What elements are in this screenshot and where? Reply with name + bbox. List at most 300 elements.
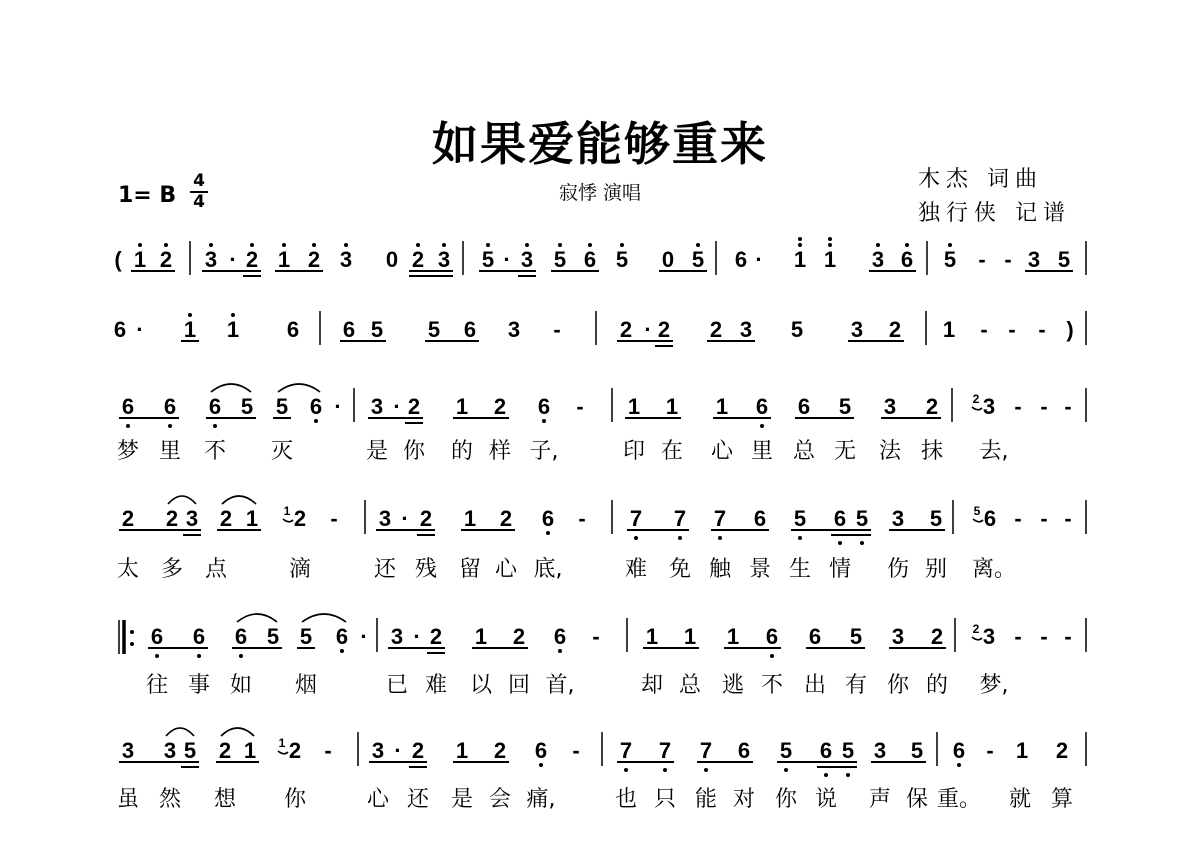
lyric-syllable: 里: [158, 439, 182, 464]
row5-note: 2: [930, 624, 944, 649]
lyric-syllable: 不: [760, 673, 784, 698]
lyric-syllable: 心: [366, 787, 390, 812]
row1-note: 2: [245, 247, 259, 272]
row2-note: 5: [427, 317, 441, 342]
lyric-syllable: 别: [924, 557, 948, 582]
row6-note: 2: [218, 738, 232, 763]
octave-dot-below: [624, 768, 628, 772]
lyric-syllable: 太: [116, 557, 140, 582]
lyric-syllable: 你: [886, 673, 910, 698]
grace-hook: [972, 407, 982, 410]
row1-note: 3: [339, 247, 353, 272]
row4-note: -: [1040, 506, 1048, 531]
lyric-syllable: 重。: [936, 787, 982, 812]
row1-note: ·: [503, 247, 511, 272]
octave-dot-above: [558, 243, 562, 247]
octave-dot-above: [442, 243, 446, 247]
row6-note: 3: [121, 738, 135, 763]
row1-note: 5: [943, 247, 957, 272]
row1-note: 6: [734, 247, 748, 272]
lyric-syllable: 说: [814, 787, 838, 812]
octave-dot-above: [588, 243, 592, 247]
row6-note: 5: [841, 738, 855, 763]
row3-note: 3: [370, 394, 384, 419]
lyric-syllable: 你: [774, 787, 798, 812]
octave-dot-above: [905, 243, 909, 247]
row2-note: 1: [942, 317, 956, 342]
lyric-syllable: 免: [668, 557, 692, 582]
row1-note: 0: [385, 247, 399, 272]
row3-note: -: [1064, 394, 1072, 419]
composer-credit: 木杰 词曲: [918, 167, 1043, 192]
row3-note: 6: [309, 394, 323, 419]
row6-note: 2: [493, 738, 507, 763]
octave-dot-above: [282, 243, 286, 247]
lyric-syllable: 然: [158, 787, 182, 812]
row1-note: 1: [823, 247, 837, 272]
row6-note: 7: [658, 738, 672, 763]
row2-note: 3: [850, 317, 864, 342]
row5-note: -: [1064, 624, 1072, 649]
lyric-syllable: 样: [488, 439, 512, 464]
row4-note: 1: [463, 506, 477, 531]
row2-note: 3: [507, 317, 521, 342]
octave-dot-above: [188, 313, 192, 317]
row5-note: 2: [512, 624, 526, 649]
row2-note: -: [980, 317, 988, 342]
octave-dot-below: [546, 531, 550, 535]
row4-note: -: [330, 506, 338, 531]
octave-dot-below: [860, 541, 864, 545]
octave-dot-below: [846, 773, 850, 777]
octave-dot-below: [718, 536, 722, 540]
octave-dot-above: [948, 243, 952, 247]
octave-dot-below: [155, 654, 159, 658]
key-signature: 1= B: [118, 183, 177, 208]
row5-note: ·: [413, 624, 421, 649]
row1-note: 2: [307, 247, 321, 272]
octave-dot-below: [213, 424, 217, 428]
row4-note: 3: [378, 506, 392, 531]
row5-note: 3: [891, 624, 905, 649]
lyric-syllable: 离。: [971, 557, 1017, 582]
row4-note: 6: [983, 506, 997, 531]
row2-note: 6: [463, 317, 477, 342]
lyric-syllable: 无: [833, 439, 857, 464]
row4-note: 5: [929, 506, 943, 531]
octave-dot-above: [250, 243, 254, 247]
row4-note: 3: [891, 506, 905, 531]
octave-dot-below: [558, 649, 562, 653]
lyric-syllable: 算: [1050, 787, 1074, 812]
octave-dot-above: [525, 243, 529, 247]
row5-note: 6: [808, 624, 822, 649]
row4-note: 2: [165, 506, 179, 531]
octave-dot-below: [760, 424, 764, 428]
lyric-syllable: 印: [622, 439, 646, 464]
lyric-syllable: 里: [750, 439, 774, 464]
row5-note: 3: [390, 624, 404, 649]
row1-note: 3: [871, 247, 885, 272]
row6-note: 2: [1055, 738, 1069, 763]
row4-note: 5: [855, 506, 869, 531]
row1-note: 2: [411, 247, 425, 272]
row1-note: 0: [661, 247, 675, 272]
transcriber-credit: 独行侠 记谱: [918, 201, 1071, 226]
lyric-syllable: 出: [803, 673, 827, 698]
row5-note: -: [592, 624, 600, 649]
lyric-syllable: 心: [710, 439, 734, 464]
row5-note: -: [1040, 624, 1048, 649]
lyric-syllable: 去,: [979, 439, 1009, 464]
row6-note: -: [986, 738, 994, 763]
octave-dot-above: [138, 243, 142, 247]
row6-note: 1: [1015, 738, 1029, 763]
row2-note: ·: [136, 317, 144, 342]
slur-arc: [302, 614, 346, 622]
row3-note: -: [576, 394, 584, 419]
lyric-syllable: 情: [828, 557, 852, 582]
row2-note: 6: [113, 317, 127, 342]
slur-arc: [221, 728, 254, 736]
row3-note: 6: [537, 394, 551, 419]
octave-dot-below: [126, 424, 130, 428]
slur-arc: [168, 496, 196, 504]
lyric-syllable: 只: [653, 787, 677, 812]
lyric-syllable: 心: [494, 557, 518, 582]
row2-note: 2: [619, 317, 633, 342]
row6-note: 1: [243, 738, 257, 763]
row4-note: 7: [713, 506, 727, 531]
row4-note: 2: [499, 506, 513, 531]
slur-arc: [211, 384, 251, 392]
row2-note: ·: [644, 317, 652, 342]
lyric-syllable: 会: [488, 787, 512, 812]
row3-note: 2: [407, 394, 421, 419]
octave-dot-above: [164, 243, 168, 247]
row4-note: 6: [753, 506, 767, 531]
row6-note: -: [572, 738, 580, 763]
row3-note: 5: [838, 394, 852, 419]
octave-dot-below: [340, 649, 344, 653]
row3-note: 3: [883, 394, 897, 419]
lyric-syllable: 你: [283, 787, 307, 812]
row2-note: 5: [790, 317, 804, 342]
octave-dot-below: [542, 419, 546, 423]
row5-note: 6: [192, 624, 206, 649]
row1-note: 1: [133, 247, 147, 272]
row3-note: 6: [163, 394, 177, 419]
row5-note: 5: [849, 624, 863, 649]
row1-note: 5: [481, 247, 495, 272]
octave-dot-below: [539, 763, 543, 767]
row4-note: 1: [245, 506, 259, 531]
repeat-dot: [130, 642, 134, 646]
grace-hook: [972, 637, 982, 640]
lyric-syllable: 逃: [721, 673, 745, 698]
row1-note: 5: [691, 247, 705, 272]
lyric-syllable: 伤: [886, 557, 910, 582]
octave-dot-below: [634, 536, 638, 540]
lyric-syllable: 却: [640, 673, 664, 698]
row3-note: 1: [627, 394, 641, 419]
row4-note: 6: [541, 506, 555, 531]
octave-dot-above: [312, 243, 316, 247]
row6-note: 6: [534, 738, 548, 763]
grace-hook: [973, 519, 983, 522]
lyric-syllable: 已: [385, 673, 409, 698]
row2-note: 2: [709, 317, 723, 342]
grace-note: 5: [973, 504, 981, 518]
octave-dot-above: [798, 237, 802, 241]
lyric-syllable: 保: [905, 787, 929, 812]
lyric-syllable: 还: [373, 557, 397, 582]
repeat-dot: [130, 630, 134, 634]
row6-note: 3: [163, 738, 177, 763]
row6-note: 5: [779, 738, 793, 763]
row6-note: 7: [699, 738, 713, 763]
row6-note: 5: [183, 738, 197, 763]
row4-note: 2: [293, 506, 307, 531]
octave-dot-below: [770, 654, 774, 658]
lyric-syllable: 灭: [270, 439, 294, 464]
lyric-syllable: 法: [878, 439, 902, 464]
row3-note: 2: [925, 394, 939, 419]
row6-note: 6: [737, 738, 751, 763]
row3-note: 6: [121, 394, 135, 419]
octave-dot-below: [784, 768, 788, 772]
lyric-syllable: 滴: [288, 557, 312, 582]
lyric-syllable: 也: [614, 787, 638, 812]
row2-note: -: [1038, 317, 1046, 342]
row6-note: 2: [288, 738, 302, 763]
octave-dot-below: [824, 773, 828, 777]
lyric-syllable: 声: [868, 787, 892, 812]
octave-dot-above: [828, 243, 832, 247]
lyric-syllable: 对: [732, 787, 756, 812]
lyric-syllable: 就: [1008, 787, 1032, 812]
lyric-syllable: 多: [160, 557, 184, 582]
lyric-syllable: 是: [450, 787, 474, 812]
row3-note: 6: [208, 394, 222, 419]
row4-note: 3: [185, 506, 199, 531]
row2-note: 6: [342, 317, 356, 342]
octave-dot-above: [231, 313, 235, 317]
row1-note: 6: [583, 247, 597, 272]
row2-note: 5: [370, 317, 384, 342]
lyric-syllable: 底,: [533, 557, 563, 582]
row4-note: -: [1064, 506, 1072, 531]
row1-note: -: [1004, 247, 1012, 272]
row2-note: 1: [226, 317, 240, 342]
row6-note: 3: [873, 738, 887, 763]
row6-note: 6: [952, 738, 966, 763]
lyric-syllable: 点: [204, 557, 228, 582]
row3-note: 1: [665, 394, 679, 419]
slur-arc: [166, 728, 194, 736]
row4-note: -: [578, 506, 586, 531]
row6-note: 3: [371, 738, 385, 763]
lyric-syllable: 梦: [116, 439, 140, 464]
lyric-syllable: 虽: [116, 787, 140, 812]
octave-dot-above: [344, 243, 348, 247]
row1-note: (: [114, 247, 122, 272]
row6-note: -: [324, 738, 332, 763]
row1-note: -: [978, 247, 986, 272]
row4-note: 2: [121, 506, 135, 531]
row5-note: 2: [429, 624, 443, 649]
lyric-syllable: 景: [748, 557, 772, 582]
grace-hook: [278, 751, 288, 754]
row6-note: 6: [819, 738, 833, 763]
lyric-syllable: 难: [624, 557, 648, 582]
lyric-syllable: 回: [507, 673, 531, 698]
row3-note: -: [1014, 394, 1022, 419]
time-signature-bottom: 4: [193, 192, 205, 212]
grace-note: 2: [972, 392, 980, 406]
row3-note: -: [1040, 394, 1048, 419]
row5-note: 3: [982, 624, 996, 649]
row2-note: 1: [183, 317, 197, 342]
octave-dot-above: [416, 243, 420, 247]
grace-hook: [283, 519, 293, 522]
lyric-syllable: 触: [708, 557, 732, 582]
row5-note: ·: [360, 624, 368, 649]
lyric-syllable: 你: [402, 439, 426, 464]
grace-note: 2: [972, 622, 980, 636]
row4-note: 5: [793, 506, 807, 531]
lyric-syllable: 如: [229, 673, 253, 698]
row4-note: 7: [629, 506, 643, 531]
octave-dot-below: [663, 768, 667, 772]
singer-credit: 寂悸 演唱: [558, 182, 642, 204]
octave-dot-below: [197, 654, 201, 658]
row3-note: ·: [393, 394, 401, 419]
octave-dot-above: [798, 243, 802, 247]
lyric-syllable: 还: [406, 787, 430, 812]
octave-dot-below: [239, 654, 243, 658]
lyric-syllable: 往: [145, 673, 169, 698]
lyric-syllable: 残: [414, 557, 438, 582]
row1-note: 3: [204, 247, 218, 272]
row5-note: 5: [299, 624, 313, 649]
time-signature-top: 4: [193, 171, 205, 191]
row2-note: -: [553, 317, 561, 342]
lyric-syllable: 以: [469, 673, 493, 698]
row5-note: 1: [726, 624, 740, 649]
row4-note: 6: [833, 506, 847, 531]
row3-note: 3: [982, 394, 996, 419]
row6-note: ·: [394, 738, 402, 763]
row2-note: ): [1066, 317, 1074, 342]
lyric-syllable: 子,: [529, 439, 559, 464]
row1-note: 3: [1027, 247, 1041, 272]
row2-note: 2: [657, 317, 671, 342]
row5-note: 5: [266, 624, 280, 649]
octave-dot-above: [486, 243, 490, 247]
octave-dot-above: [876, 243, 880, 247]
row3-note: 5: [240, 394, 254, 419]
octave-dot-below: [838, 541, 842, 545]
row2-note: 6: [286, 317, 300, 342]
octave-dot-below: [314, 419, 318, 423]
octave-dot-above: [209, 243, 213, 247]
lyric-syllable: 难: [424, 673, 448, 698]
row4-note: 2: [419, 506, 433, 531]
row2-note: -: [1008, 317, 1016, 342]
row6-note: 2: [411, 738, 425, 763]
octave-dot-below: [957, 763, 961, 767]
row1-note: ·: [229, 247, 237, 272]
row3-note: 6: [797, 394, 811, 419]
row4-note: -: [1014, 506, 1022, 531]
row5-note: 6: [234, 624, 248, 649]
octave-dot-above: [696, 243, 700, 247]
row3-note: 5: [275, 394, 289, 419]
row4-note: 2: [219, 506, 233, 531]
row1-note: 5: [553, 247, 567, 272]
song-title: 如果爱能够重来: [432, 117, 768, 171]
grace-note: 1: [278, 736, 286, 750]
lyric-syllable: 事: [187, 673, 211, 698]
octave-dot-above: [620, 243, 624, 247]
lyric-syllable: 生: [788, 557, 812, 582]
lyric-syllable: 首,: [545, 673, 575, 698]
lyric-syllable: 的: [450, 439, 474, 464]
row3-note: 2: [493, 394, 507, 419]
row5-note: 6: [553, 624, 567, 649]
lyric-syllable: 有: [844, 673, 868, 698]
row1-note: 5: [1057, 247, 1071, 272]
lyric-syllable: 的: [925, 673, 949, 698]
octave-dot-below: [168, 424, 172, 428]
row5-note: 6: [765, 624, 779, 649]
row3-note: 6: [755, 394, 769, 419]
row6-note: 5: [910, 738, 924, 763]
lyric-syllable: 不: [203, 439, 227, 464]
row6-note: 1: [455, 738, 469, 763]
slur-arc: [237, 614, 277, 622]
row6-note: 7: [619, 738, 633, 763]
row2-note: 3: [739, 317, 753, 342]
row5-note: -: [1014, 624, 1022, 649]
row1-note: ·: [755, 247, 763, 272]
lyric-syllable: 想: [213, 787, 237, 812]
lyric-syllable: 梦,: [979, 673, 1009, 698]
slur-arc: [222, 496, 256, 504]
row3-note: 1: [455, 394, 469, 419]
lyric-syllable: 痛,: [526, 787, 556, 812]
row1-note: 3: [437, 247, 451, 272]
row5-note: 1: [474, 624, 488, 649]
row3-note: ·: [334, 394, 342, 419]
lyric-syllable: 总: [792, 439, 816, 464]
row1-note: 1: [277, 247, 291, 272]
lyric-syllable: 在: [660, 439, 684, 464]
lyric-syllable: 留: [458, 557, 482, 582]
slur-arc: [278, 384, 320, 392]
lyric-syllable: 总: [678, 673, 702, 698]
octave-dot-below: [678, 536, 682, 540]
row1-note: 6: [900, 247, 914, 272]
row1-note: 5: [615, 247, 629, 272]
row5-note: 1: [645, 624, 659, 649]
lyric-syllable: 烟: [294, 673, 318, 698]
lyric-syllable: 抹: [920, 439, 944, 464]
lyric-syllable: 能: [694, 787, 718, 812]
row1-note: 1: [793, 247, 807, 272]
row4-note: ·: [401, 506, 409, 531]
